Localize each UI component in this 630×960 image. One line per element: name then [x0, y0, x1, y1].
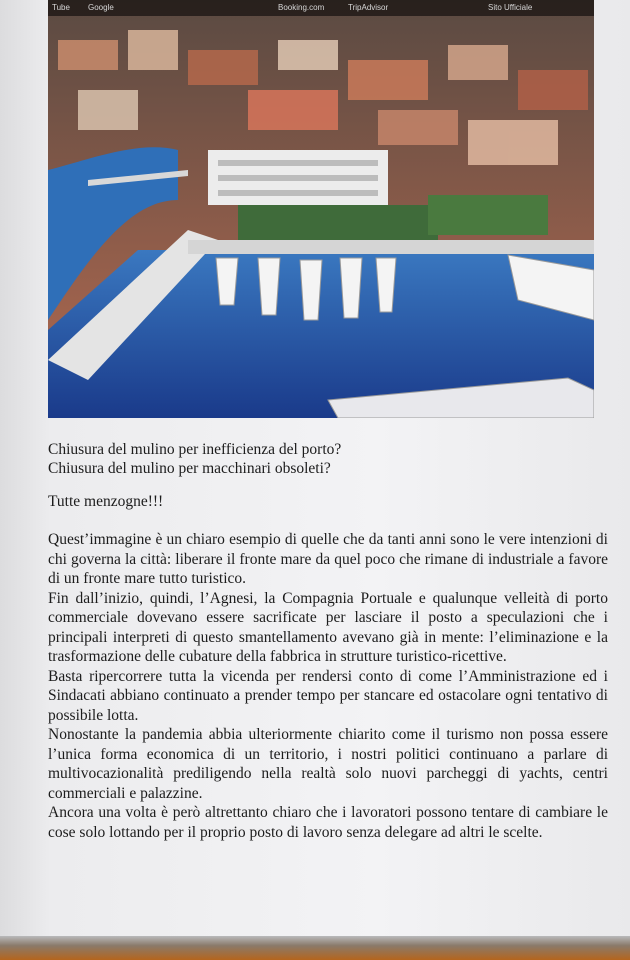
bookmark-label: Tube — [52, 3, 70, 12]
question-line: Chiusura del mulino per inefficienza del porto? — [48, 441, 342, 458]
harbor-illustration — [48, 0, 594, 418]
harbor-photo — [48, 0, 594, 418]
question-line: Chiusura del mulino per macchinari obsoleti? — [48, 460, 331, 477]
page-bottom-edge — [0, 936, 630, 960]
exclamation-line: Tutte menzogne!!! — [48, 493, 164, 510]
paragraph: Nonostante la pandemia abbia ulteriormente chiarito come il turismo non possa essere l’unica forma economica di un territorio, i nostri politici continuano a parlare di multivocazionalità prediligendo nella realtà solo nuovi parcheggi di yachts, centri commerciali e palazzine. — [48, 726, 608, 802]
bookmark-label: Sito Ufficiale — [488, 3, 533, 12]
paragraph: Basta ripercorrere tutta la vicenda per rendersi conto di come l’Amministrazione ed i Sindacati abbiano continuato a prender tempo per stancare ed ostacolare ogni tentativo di possibile lotta. — [48, 667, 608, 724]
paragraph: Quest’immagine è un chiaro esempio di quelle che da tanti anni sono le vere intenzioni di chi governa la città: liberare il fronte mare da quel poco che rimane di industriale a favore di un fronte mare tutto turistico. — [48, 531, 608, 587]
article-body — [48, 530, 608, 842]
bookmark-label: Google — [88, 3, 114, 12]
bookmark-label: TripAdvisor — [348, 3, 389, 12]
bookmark-label: Booking.com — [278, 3, 325, 12]
browser-bookmarks-bar — [48, 0, 594, 16]
paragraph: Ancora una volta è però altrettanto chiaro che i lavoratori possono tentare di cambiare le cose solo lottando per il proprio posto di lavoro senza delegare ad altri le scelte. — [48, 804, 608, 841]
paragraph: Fin dall’inizio, quindi, l’Agnesi, la Compagnia Portuale e qualunque velleità di porto commerciale dovevano essere sacrificate per lasciare il posto a speculazioni che i principali interpreti di questo smantellamento avevano già in mente: l’eliminazione e la trasformazione delle cubature della fabbrica in strutture turistico-ricettive. — [48, 589, 608, 665]
